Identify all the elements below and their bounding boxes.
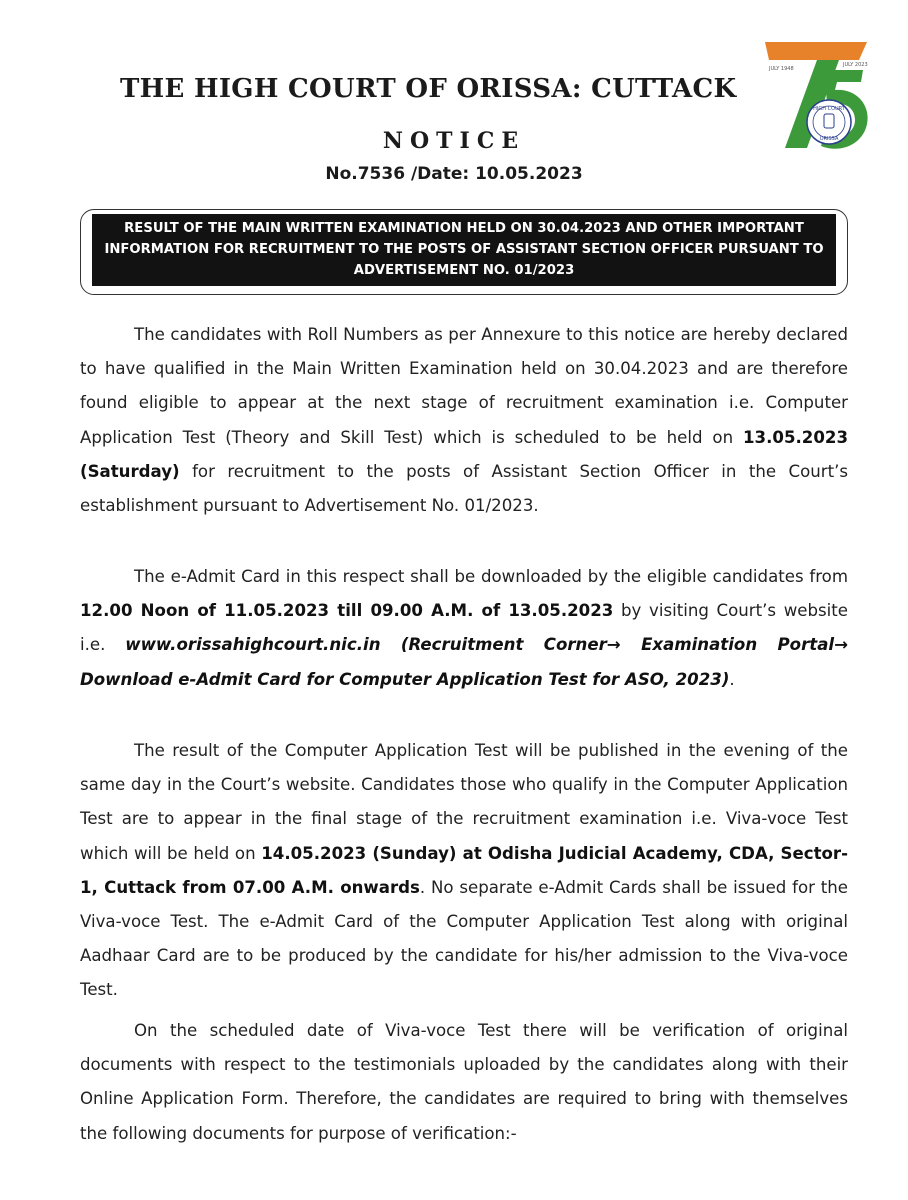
- subject-banner: [92, 214, 836, 286]
- paragraph-viva-voce: The result of the Computer Application Test will be published in the evening of the same day in the Court’s website. Candidates those who qualify in the Computer Application Test are to appear in the final stage of the recruitment examination i.e. Viva-voce Test which will be held on 14.05.2023 (Sunday) at Odisha Judicial Academy, CDA, Sector-1, Cuttack from 07.00 A.M. onwards. No separate e-Admit Cards shall be issued for the Viva-voce Test. The e-Admit Card of the Computer Application Test along with original Aadhaar Card are to be produced by the candidate for his/her admission to the Viva-voce Test.: [80, 741, 848, 1000]
- subject-line-3: ADVERTISEMENT NO. 01/2023: [353, 263, 575, 278]
- court-title: THE HIGH COURT OF ORISSA: CUTTACK: [120, 74, 737, 104]
- paragraph-qualified-candidates: The candidates with Roll Numbers as per Annexure to this notice are hereby declared to have qualified in the Main Written Examination held on 30.04.2023 and are therefore found eligible to appear at the next stage of recruitment examination i.e. Computer Application Test (Theory and Skill Test) which is scheduled to be held on 13.05.2023 (Saturday) for recruitment to the posts of Assistant Section Officer in the Court’s establishment pursuant to Advertisement No. 01/2023.: [80, 325, 848, 516]
- logo-seal-bottom-text: ORISSA: [819, 136, 839, 142]
- logo-seven-top-stroke: [765, 42, 867, 60]
- notice-heading: NOTICE: [382, 128, 526, 154]
- paragraph-document-verification: On the scheduled date of Viva-voce Test there will be verification of original documents with respect to the testimonials uploaded by the candidates along with their Online Application Form. Therefore, the candidates are required to bring with themselves the following documents for purpose of verification:-: [80, 1021, 848, 1143]
- subject-line-2: INFORMATION FOR RECRUITMENT TO THE POSTS OF ASSISTANT SECTION OFFICER PURSUANT TO: [104, 242, 824, 257]
- website-link[interactable]: www.orissahighcourt.nic.in: [125, 635, 381, 655]
- subject-line-1: RESULT OF THE MAIN WRITTEN EXAMINATION HELD ON 30.04.2023 AND OTHER IMPORTANT: [124, 221, 804, 236]
- logo-date-left: JULY 1948: [769, 66, 794, 72]
- paragraph-admit-card: The e-Admit Card in this respect shall be downloaded by the eligible candidates from 12.00 Noon of 11.05.2023 till 09.00 A.M. of 13.05.2023 by visiting Court’s website i.e. www.orissahighcourt.nic.in (Recruitment Corner→ Examination Portal→ Download e-Admit Card for Computer Application Test for ASO, 2023).: [80, 567, 849, 689]
- notice-number: No.7536 /Date: 10.05.2023: [325, 164, 583, 184]
- logo-seal-top-text: HIGH COURT: [813, 106, 845, 112]
- viva-voce-date-venue: 14.05.2023 (Sunday) at Odisha Judicial Academy, CDA, Sector-1, Cuttack from 07.00 A.M. onwards: [80, 843, 848, 897]
- logo-date-right: JULY 2023: [843, 62, 868, 68]
- portal-path: (Recruitment Corner→ Examination Portal→ Download e-Admit Card for Computer Application Test for ASO, 2023): [80, 635, 848, 689]
- download-window: 12.00 Noon of 11.05.2023 till 09.00 A.M. of 13.05.2023: [80, 601, 614, 621]
- computer-test-date: 13.05.2023 (Saturday): [80, 427, 848, 481]
